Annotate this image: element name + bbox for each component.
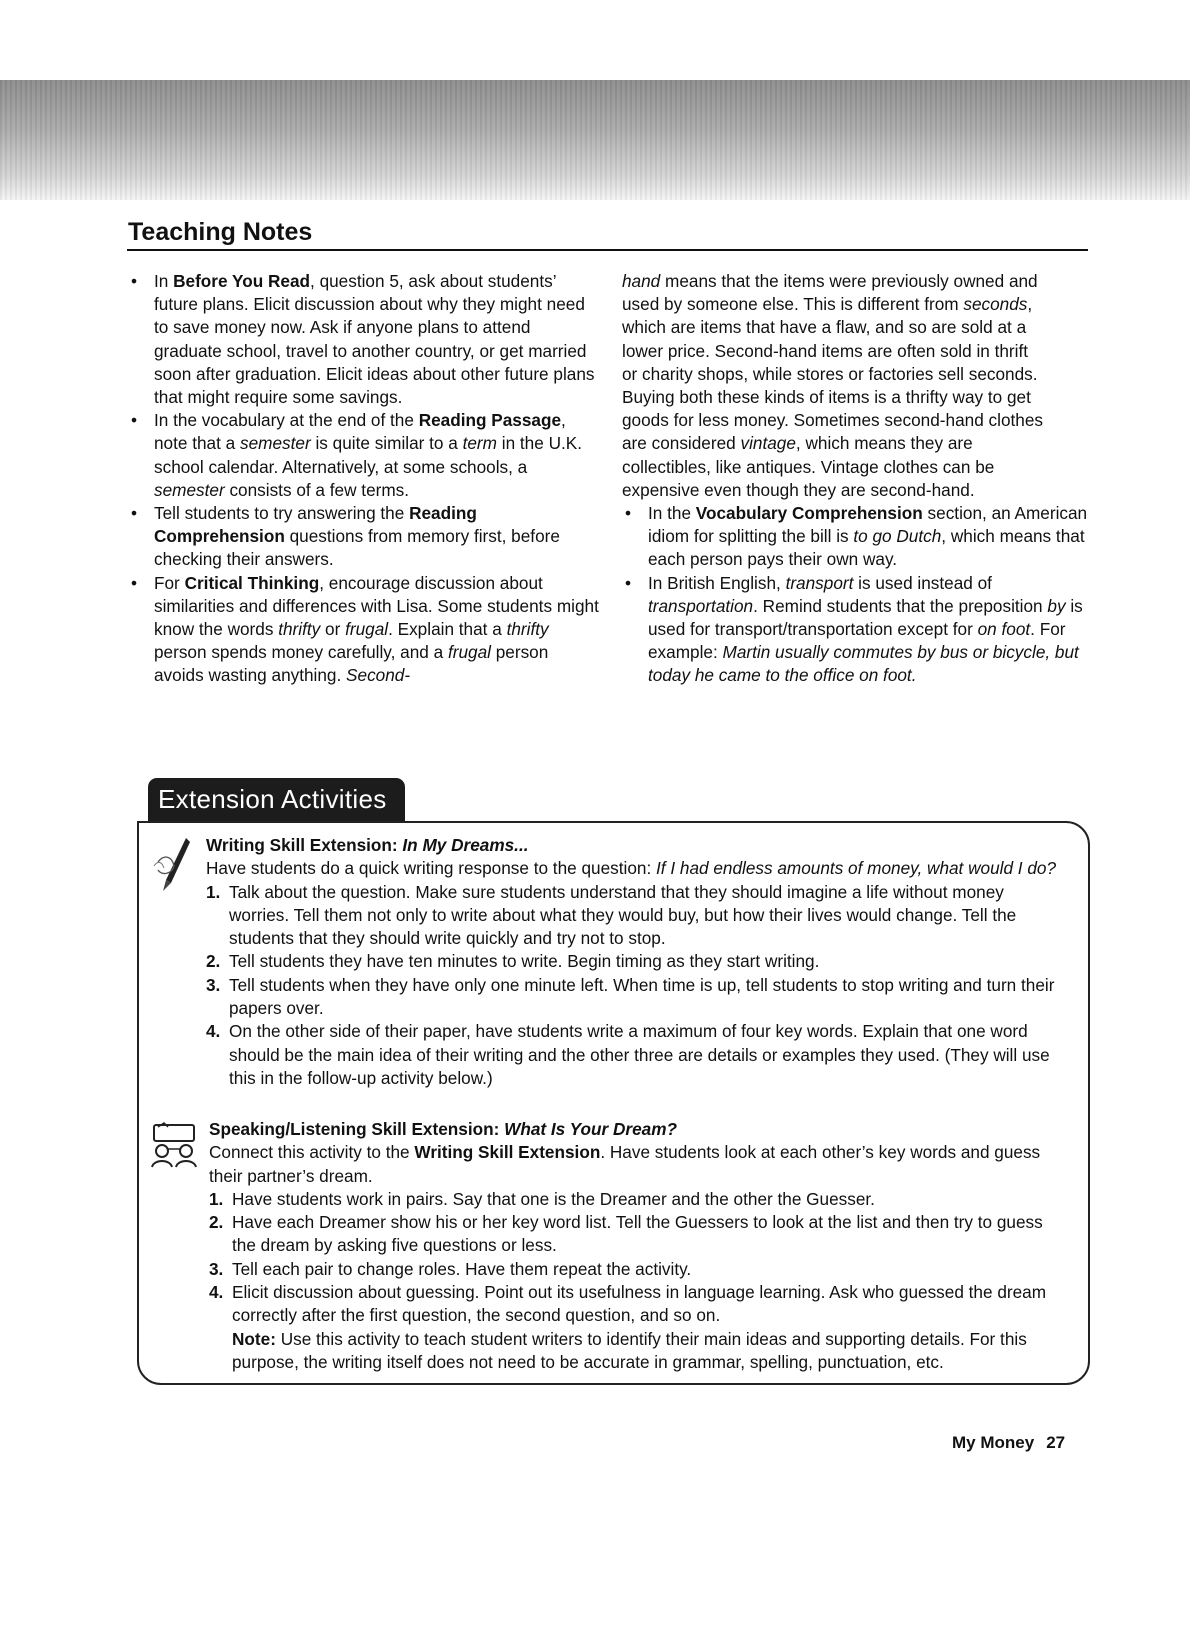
page-number: 27 <box>1046 1433 1066 1452</box>
note-text: For Critical Thinking, encourage discussion about similarities and differences with Lisa. Some students might know the words thrifty or frugal. Explain that a thrifty person spends money carefully, and a frugal person avoids wasting anything. Second- <box>154 572 599 686</box>
note-item: • In the Vocabulary Comprehension section, an American idiom for splitting the bill is to go Dutch, which means that each person pays their own way. <box>625 503 1088 570</box>
note-text: Tell students to try answering the Reading Comprehension questions from memory first, before checking their answers. <box>154 503 560 570</box>
step-item: 2. Have each Dreamer show his or her key word list. Tell the Guessers to look at the list and then try to guess the dream by asking five questions or less. <box>209 1212 1043 1256</box>
writing-extension-intro: Have students do a quick writing response to the question: If I had endless amounts of money, what would I do? <box>206 858 1057 879</box>
note-continuation: hand means that the items were previously owned and used by someone else. This is different from seconds, which are items that have a flaw, and so are sold at a lower price. Second-hand items are often sold in thrift or charity shops, while stores or factories sell seconds. Buying both these kinds of items is a thrifty way to get goods for less money. Sometimes second-hand clothes are considered vintage, which means they are collectibles, like antiques. Vintage clothes can be expensive even though they are second-hand. <box>622 271 1043 500</box>
teaching-notes-list-right <box>622 502 1098 688</box>
note-item: • In the vocabulary at the end of the Reading Passage, note that a semester is quite similar to a term in the U.K. school calendar. Alternatively, at some schools, a semester consists of a few terms. <box>131 410 582 500</box>
step-item: 1. Have students work in pairs. Say that one is the Dreamer and the other the Guesser. <box>209 1188 875 1209</box>
speaking-listening-icon <box>148 1121 200 1169</box>
step-item: 3. Tell students when they have only one minute left. When time is up, tell students to stop writing and turn their papers over. <box>206 974 1055 1019</box>
speaking-extension-title: Speaking/Listening Skill Extension: What Is Your Dream? <box>209 1119 677 1139</box>
note-text: In the vocabulary at the end of the Reading Passage, note that a semester is quite similar to a term in the U.K. school calendar. Alternatively, at some schools, a semester consists of a few terms. <box>154 410 582 500</box>
step-item: 4. On the other side of their paper, have students write a maximum of four key words. Explain that one word should be the main idea of their writing and the other three are details or examples they used. (They will use this in the follow-up activity below.) <box>206 1021 1050 1088</box>
pen-writing-icon <box>152 836 198 894</box>
writing-extension-title: Writing Skill Extension: In My Dreams... <box>206 835 529 855</box>
teaching-notes-right-column <box>622 270 1098 688</box>
writing-steps <box>206 881 1066 1091</box>
speaking-extension-intro: Connect this activity to the Writing Skill Extension. Have students look at each other’s key words and guess their partner’s dream. <box>209 1142 1041 1186</box>
unit-title: My Money <box>952 1433 1035 1452</box>
note-text: In Before You Read, question 5, ask about students’ future plans. Elicit discussion about why they might need to save money now. Ask if anyone plans to attend graduate school, travel to another country, or get married soon after graduation. Elicit ideas about other future plans that might require some savings. <box>154 271 595 408</box>
step-item: 1. Talk about the question. Make sure students understand that they should imagine a life without money worries. Tell them not only to write about what they would buy, but how their lives would change. Tell the students that they should write quickly and try not to stop. <box>206 881 1017 949</box>
step-item: 3. Tell each pair to change roles. Have them repeat the activity. <box>209 1258 692 1279</box>
teaching-notes-left-column <box>128 270 600 688</box>
page-footer <box>952 1433 1065 1453</box>
note-item: • In British English, transport is used instead of transportation. Remind students that the preposition by is used for transport/transportation except for on foot. For example: Martin usually commutes by bus or bicycle, but today he came to the office on foot. <box>625 572 1083 686</box>
speaking-steps <box>209 1188 1069 1374</box>
note-item: • In Before You Read, question 5, ask about students’ future plans. Elicit discussion about why they might need to save money now. Ask if anyone plans to attend graduate school, travel to another country, or get married soon after graduation. Elicit ideas about other future plans that might require some savings. <box>131 271 595 408</box>
title-rule <box>127 249 1088 251</box>
note-item: • For Critical Thinking, encourage discussion about similarities and differences with Lisa. Some students might know the words thrifty or frugal. Explain that a thrifty person spends money carefully, and a frugal person avoids wasting anything. Second- <box>131 572 599 686</box>
note-text: In the Vocabulary Comprehension section, an American idiom for splitting the bill is to go Dutch, which means that each person pays their own way. <box>648 503 1088 570</box>
extension-activities-title: Extension Activities <box>158 784 387 814</box>
teaching-notes-list-left <box>128 270 600 688</box>
note-paragraph: Note: Use this activity to teach student writers to identify their main ideas and supporting details. For this purpose, the writing itself does not need to be accurate in grammar, spelling, punctuation, etc. <box>232 1328 1027 1372</box>
teaching-notes-title: Teaching Notes <box>128 218 313 246</box>
step-item: 4. Elicit discussion about guessing. Point out its usefulness in language learning. Ask who guessed the dream correctly after the first question, the second question, and so on. Note: Use this activity to teach student writers to identify their main ideas and supporting details. For this purpose, the writing itself does not need to be accurate in grammar, spelling, punctuation, etc. <box>209 1281 1069 1374</box>
speaking-extension <box>209 1118 1069 1374</box>
header-banner <box>0 80 1190 200</box>
writing-extension <box>206 834 1066 1090</box>
step-item: 2. Tell students they have ten minutes to write. Begin timing as they start writing. <box>206 951 820 972</box>
note-text: In British English, transport is used instead of transportation. Remind students that the preposition by is used for transport/transportation except for on foot. For example: Martin usually commutes by bus or bicycle, but today he came to the office on foot. <box>648 572 1083 686</box>
note-item: • Tell students to try answering the Reading Comprehension questions from memory first, before checking their answers. <box>131 503 560 570</box>
